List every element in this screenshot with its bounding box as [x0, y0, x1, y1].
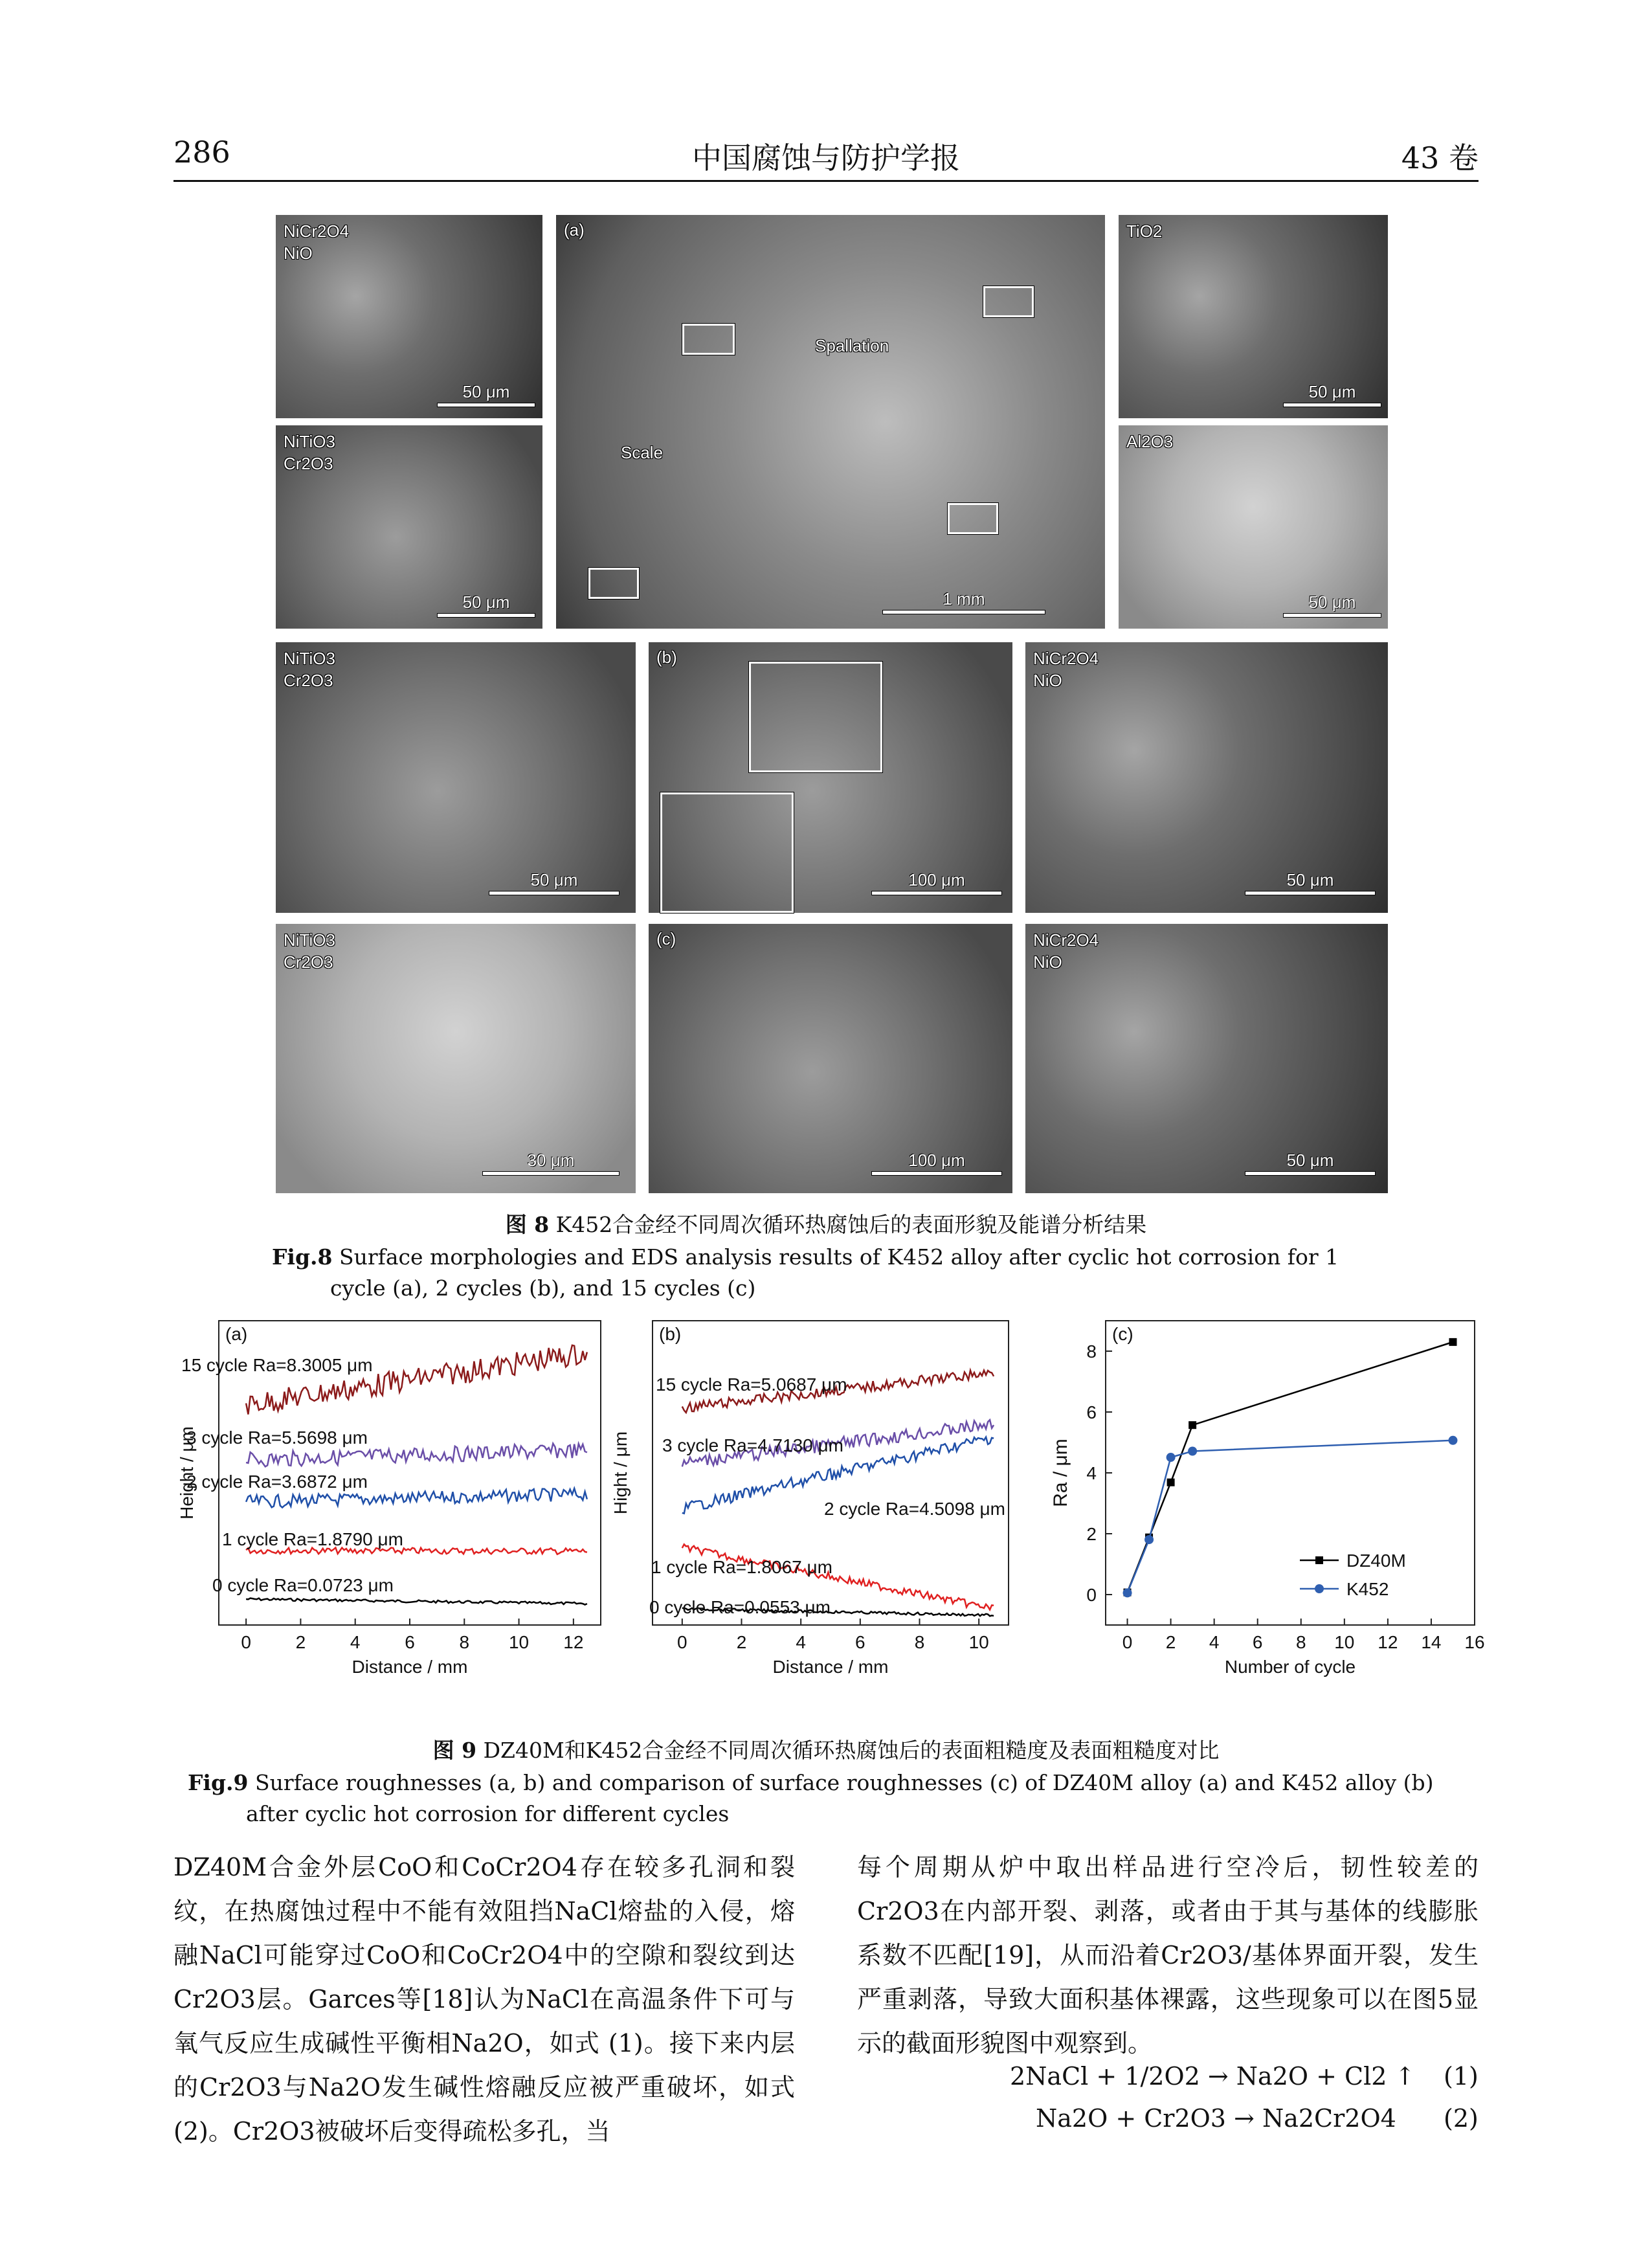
- sem-a-mid-right: [1117, 424, 1389, 630]
- series-label: 1 cycle Ra=1.8790 μm: [222, 1529, 403, 1549]
- x-tick-label: 10: [968, 1632, 989, 1652]
- phase-label: NiCr2O4: [284, 221, 350, 241]
- x-tick-label: 8: [459, 1632, 470, 1652]
- scale-bar: 50 μm: [1245, 870, 1375, 895]
- scale-bar: 50 μm: [1245, 1150, 1375, 1175]
- sem-a-top-right: [1117, 214, 1389, 420]
- phase-label: NiO: [1033, 952, 1062, 972]
- x-tick-label: 0: [241, 1632, 251, 1652]
- data-point: [1188, 1446, 1197, 1455]
- x-tick-label: 6: [405, 1632, 415, 1652]
- phase-label: NiTiO3: [284, 649, 335, 668]
- journal-title: 中国腐蚀与防护学报: [692, 140, 960, 175]
- scale-label: Scale: [621, 443, 664, 462]
- scale-bar: 50 μm: [1284, 592, 1381, 617]
- data-point: [1449, 1338, 1457, 1346]
- y-tick-label: 6: [1086, 1402, 1097, 1422]
- data-point: [1448, 1436, 1457, 1445]
- sem-b-right: [1024, 641, 1389, 914]
- x-tick-label: 16: [1464, 1632, 1485, 1652]
- x-tick-label: 0: [1122, 1632, 1133, 1652]
- panel-label: (b): [659, 1324, 682, 1344]
- chart-a: [177, 1321, 601, 1677]
- phase-label: NiTiO3: [284, 930, 335, 950]
- legend-marker: [1315, 1584, 1324, 1593]
- phase-label: Cr2O3: [284, 454, 333, 473]
- x-tick-label: 4: [796, 1632, 806, 1652]
- data-point: [1189, 1421, 1196, 1429]
- sem-c-left: [274, 923, 637, 1194]
- zoom-box: [682, 324, 735, 355]
- sem-c-center: [647, 923, 1014, 1194]
- data-point: [1167, 1479, 1175, 1486]
- x-tick-label: 6: [1252, 1632, 1263, 1652]
- x-tick-label: 4: [1209, 1632, 1220, 1652]
- x-tick-label: 8: [914, 1632, 925, 1652]
- phase-label: Cr2O3: [284, 952, 333, 972]
- plot-frame: [1106, 1321, 1475, 1625]
- scale-bar: 30 μm: [483, 1150, 619, 1175]
- panel-label: (a): [225, 1324, 248, 1344]
- sem-b-left: [274, 641, 637, 914]
- x-tick-label: 12: [563, 1632, 584, 1652]
- fig8-caption-en: Fig.8 Surface morphologies and EDS analysis results of K452 alloy after cyclic hot corrosion for 1 cycle (a), 2 cycles (b), and 15 cycles (c): [272, 1244, 1339, 1301]
- panel-label: (a): [564, 220, 585, 240]
- zoom-box: [588, 568, 639, 599]
- scale-bar: 100 μm: [872, 1150, 1001, 1175]
- panel-label: (c): [656, 929, 676, 948]
- phase-label: Al2O3: [1126, 432, 1174, 451]
- phase-label: NiCr2O4: [1033, 649, 1099, 668]
- zoom-box: [983, 286, 1034, 317]
- y-axis-label: Height / μm: [177, 1426, 197, 1519]
- legend-label: K452: [1346, 1579, 1389, 1599]
- zoom-box: [948, 503, 998, 534]
- y-tick-label: 4: [1086, 1463, 1097, 1483]
- series-label: 0 cycle Ra=0.0723 μm: [212, 1575, 394, 1595]
- scale-bar: 1 mm: [883, 589, 1045, 614]
- phase-label: NiO: [284, 243, 313, 263]
- scale-bar: 50 μm: [489, 870, 619, 895]
- body-right-column: [857, 1845, 1479, 2065]
- series-label: 2 cycle Ra=3.6872 μm: [186, 1472, 368, 1492]
- scale-bar: 100 μm: [872, 870, 1001, 895]
- x-axis-label: Distance / mm: [352, 1657, 468, 1677]
- paragraph: 每个周期从炉中取出样品进行空冷后，韧性较差的Cr2O3在内部开裂、剥落，或者由于其与基体的线膨胀系数不匹配[19]，从而沿着Cr2O3/基体界面开裂，发生严重剥落，导致大面积基体裸露，这些现象可以在图5显示的截面形貌图中观察到。: [857, 1853, 1479, 2057]
- series-label: 15 cycle Ra=5.0687 μm: [656, 1374, 847, 1395]
- panel-label: (b): [656, 647, 677, 667]
- y-tick-label: 8: [1086, 1341, 1097, 1362]
- figure-9: [173, 1321, 1485, 1722]
- volume-label: 43 卷: [1401, 140, 1479, 175]
- phase-label: NiTiO3: [284, 432, 335, 451]
- x-tick-label: 10: [508, 1632, 530, 1652]
- series-label: 3 cycle Ra=4.7130 μm: [662, 1435, 843, 1455]
- equation-1-number: (1): [1444, 2062, 1479, 2090]
- sem-a-center: [555, 214, 1106, 630]
- scale-bar: 50 μm: [438, 382, 535, 407]
- phase-label: Cr2O3: [284, 671, 333, 690]
- x-tick-label: 6: [855, 1632, 865, 1652]
- zoom-box: [660, 792, 794, 913]
- page-number: 286: [173, 135, 230, 170]
- y-axis-label: Hight / μm: [610, 1431, 631, 1515]
- data-point: [1144, 1535, 1154, 1544]
- panel-label: (c): [1112, 1324, 1133, 1344]
- scale-bar: 50 μm: [438, 592, 535, 617]
- x-tick-label: 2: [1165, 1632, 1176, 1652]
- x-tick-label: 14: [1421, 1632, 1442, 1652]
- legend-label: DZ40M: [1346, 1551, 1406, 1571]
- y-tick-label: 2: [1086, 1524, 1097, 1544]
- x-tick-label: 4: [350, 1632, 361, 1652]
- x-tick-label: 8: [1295, 1632, 1306, 1652]
- legend-marker: [1315, 1556, 1323, 1564]
- sem-b-center: [647, 641, 1014, 914]
- scale-bar: 50 μm: [1284, 382, 1381, 407]
- series-label: 2 cycle Ra=4.5098 μm: [824, 1499, 1005, 1519]
- spallation-label: Spallation: [815, 336, 889, 355]
- x-tick-label: 12: [1378, 1632, 1398, 1652]
- series-label: 0 cycle Ra=0.0553 μm: [649, 1597, 831, 1617]
- sem-a-top-left: [274, 214, 544, 420]
- series-label: 3 cycle Ra=5.5698 μm: [186, 1428, 368, 1448]
- body-left-column: [173, 1845, 795, 2153]
- y-axis-label: Ra / μm: [1050, 1439, 1071, 1507]
- equation-2-number: (2): [1444, 2104, 1479, 2133]
- phase-label: NiO: [1033, 671, 1062, 690]
- x-tick-label: 10: [1334, 1632, 1355, 1652]
- series-label: 15 cycle Ra=8.3005 μm: [181, 1355, 373, 1375]
- chart-c: [1050, 1321, 1485, 1677]
- sem-a-mid-left: [274, 424, 544, 630]
- header-rule: [173, 180, 1479, 182]
- phase-label: NiCr2O4: [1033, 930, 1099, 950]
- y-tick-label: 0: [1086, 1585, 1097, 1605]
- x-tick-label: 2: [295, 1632, 306, 1652]
- zoom-box: [749, 662, 882, 772]
- x-tick-label: 0: [677, 1632, 687, 1652]
- x-tick-label: 2: [736, 1632, 747, 1652]
- data-point: [1123, 1588, 1132, 1597]
- chart-b: [610, 1321, 1009, 1677]
- paragraph: DZ40M合金外层CoO和CoCr2O4存在较多孔洞和裂纹，在热腐蚀过程中不能有效阻挡NaCl熔盐的入侵，熔融NaCl可能穿过CoO和CoCr2O4中的空隙和裂纹到达Cr2O3层。Garces等[18]认为NaCl在高温条件下可与氧气反应生成碱性平衡相Na2O，如式 (1)。接下来内层的Cr2O3与Na2O发生碱性熔融反应被严重破坏，如式 (2)。Cr2O3被破坏后变得疏松多孔，当: [173, 1853, 795, 2146]
- data-point: [1166, 1453, 1176, 1462]
- fig9-caption-cn: 图 9 DZ40M和K452合金经不同周次循环热腐蚀后的表面粗糙度及表面粗糙度对比: [432, 1738, 1220, 1763]
- equation-1: 2NaCl + 1/2O2 → Na2O + Cl2 ↑: [1010, 2062, 1416, 2090]
- phase-label: TiO2: [1126, 221, 1163, 241]
- equation-2: Na2O + Cr2O3 → Na2Cr2O4: [1036, 2104, 1396, 2133]
- fig9-caption-en: Fig.9 Surface roughnesses (a, b) and comparison of surface roughnesses (c) of DZ40M alloy (a) and K452 alloy (b) after cyclic hot corrosion for different cycles: [188, 1770, 1434, 1826]
- sem-c-right: [1024, 923, 1389, 1194]
- profile-line: [246, 1598, 587, 1605]
- fig8-caption-cn: 图 8 K452合金经不同周次循环热腐蚀后的表面形貌及能谱分析结果: [505, 1212, 1147, 1237]
- x-axis-label: Number of cycle: [1224, 1657, 1356, 1677]
- series-label: 1 cycle Ra=1.8067 μm: [651, 1557, 832, 1577]
- x-axis-label: Distance / mm: [772, 1657, 889, 1677]
